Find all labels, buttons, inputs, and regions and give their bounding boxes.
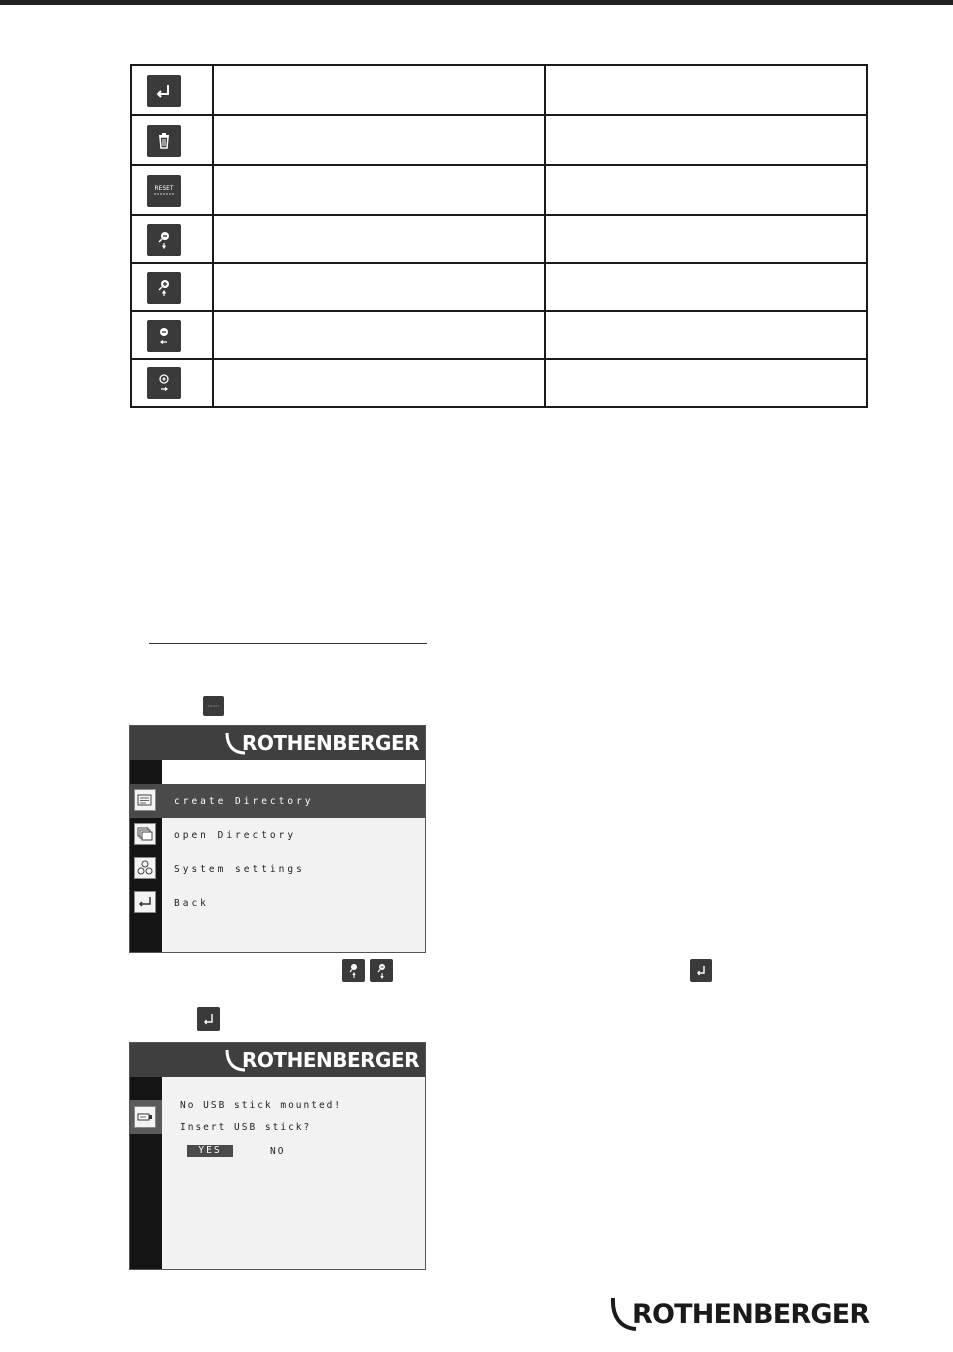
page-top-bar [0,0,953,5]
settings-icon [134,857,156,879]
menu-button-icon [203,696,224,716]
no-button[interactable]: NO [270,1146,286,1157]
brightness-up-icon [147,367,181,399]
table-cell-function [214,360,546,406]
usb-stick-icon [134,1106,156,1128]
zoom-in-icon [342,959,365,982]
table-cell-description [546,66,866,114]
table-cell-description [546,116,866,164]
brightness-down-icon [147,320,181,352]
table-cell-description [546,312,866,358]
table-cell-icon [132,116,214,164]
table-cell-function [214,116,546,164]
table-row [132,216,866,264]
open-directory-icon [134,823,156,845]
menu-item-open-directory[interactable]: open Directory [130,818,425,852]
zoom-out-icon [147,224,181,256]
menu-item-back[interactable]: Back [130,886,425,920]
table-cell-description [546,360,866,406]
table-cell-description [546,264,866,310]
table-cell-function [214,264,546,310]
table-row [132,360,866,406]
create-directory-icon [134,789,156,811]
device-screen-menu [129,725,426,953]
table-cell-function [214,312,546,358]
reset-icon [147,175,181,207]
table-row [132,66,866,116]
zoom-in-icon [147,272,181,304]
table-row [132,264,866,312]
table-cell-function [214,166,546,214]
section-heading-rule [149,643,427,644]
screen-header [130,726,425,760]
menu-item-system-settings[interactable]: System settings [130,852,425,886]
yes-button[interactable]: YES [187,1145,233,1157]
table-row [132,116,866,166]
brand-logo: ROTHENBERGER [224,1046,419,1074]
table-cell-description [546,216,866,262]
table-cell-function [214,216,546,262]
table-cell-icon [132,264,214,310]
table-cell-icon [132,216,214,262]
table-cell-icon [132,166,214,214]
table-cell-function [214,66,546,114]
screen-header [130,1043,425,1077]
table-row [132,312,866,360]
menu-item-create-directory[interactable]: create Directory [130,784,425,818]
sidebar-active-item [130,1100,162,1134]
table-cell-description [546,166,866,214]
device-screen-usb [129,1042,426,1270]
usb-message-line2: Insert USB stick? [180,1122,312,1133]
enter-icon [690,959,712,982]
footer-brand-logo: ROTHENBERGER [608,1294,869,1334]
svg-text:RESET: RESET [154,185,174,192]
screen-title-bar [162,760,425,785]
key-function-table [130,64,868,408]
zoom-out-icon [370,959,393,982]
table-row [132,166,866,216]
table-cell-icon [132,360,214,406]
enter-icon [197,1007,220,1031]
brand-logo: ROTHENBERGER [224,729,419,757]
trash-icon [147,125,181,157]
usb-message-line1: No USB stick mounted! [180,1100,343,1111]
table-cell-icon [132,66,214,114]
enter-icon [147,75,181,107]
back-icon [134,891,156,913]
table-cell-icon [132,312,214,358]
